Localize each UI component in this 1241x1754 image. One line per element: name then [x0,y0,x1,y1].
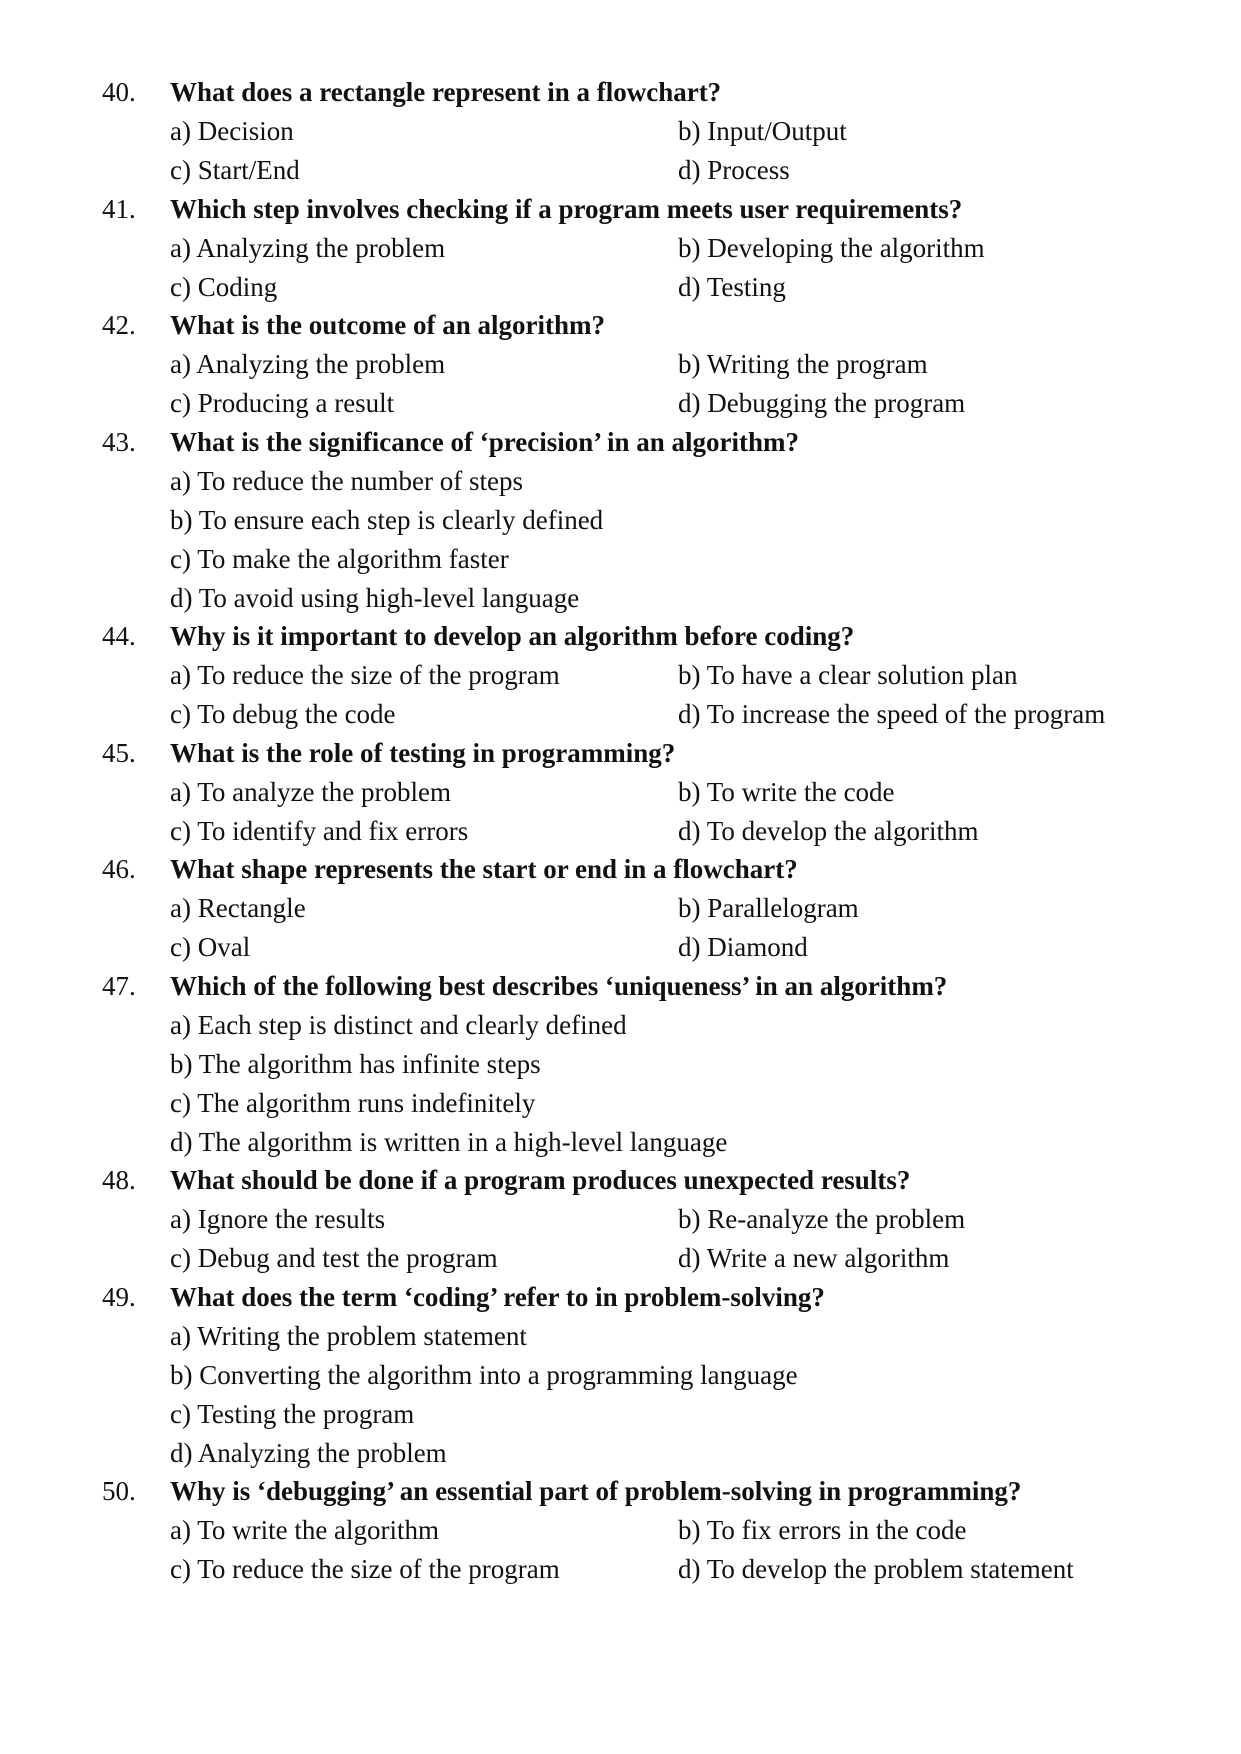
options-row [0,1200,1241,1239]
question-number: 47. [102,971,136,1001]
option-d: d) Write a new algorithm [678,1243,950,1273]
question-number: 50. [102,1476,136,1506]
question-text: What shape represents the start or end in a flowchart? [170,854,798,884]
option-d: d) To avoid using high-level language [170,583,580,613]
question-block [0,423,1241,618]
question-text: Which step involves checking if a program meets user requirements? [170,194,963,224]
options-row [0,656,1241,695]
option-d: d) Testing [678,272,786,302]
options-row [0,151,1241,190]
options-row [0,229,1241,268]
question-text: What does a rectangle represent in a flowchart? [170,77,722,107]
option-a: a) To analyze the problem [170,777,451,807]
question-number: 43. [102,427,136,457]
options-row [0,1395,1241,1434]
option-a: a) Ignore the results [170,1204,386,1234]
options-row [0,1511,1241,1550]
option-d: d) The algorithm is written in a high-level language [170,1127,728,1157]
option-b: b) To have a clear solution plan [678,660,1018,690]
option-b: b) Re-analyze the problem [678,1204,966,1234]
option-a: a) Decision [170,116,294,146]
question-number: 40. [102,77,136,107]
option-a: a) Analyzing the problem [170,349,446,379]
options-row [0,384,1241,423]
question-line [0,306,1241,345]
options-row [0,1045,1241,1084]
options-row [0,1356,1241,1395]
option-c: c) Producing a result [170,388,395,418]
question-number: 44. [102,621,136,651]
options-row [0,1084,1241,1123]
options-row [0,773,1241,812]
question-line [0,617,1241,656]
option-c: c) Testing the program [170,1399,415,1429]
options-row [0,1123,1241,1162]
options-row [0,345,1241,384]
options-row [0,812,1241,851]
question-text: Why is it important to develop an algorithm before coding? [170,621,855,651]
question-number: 42. [102,310,136,340]
options-row [0,462,1241,501]
question-block [0,73,1241,190]
question-text: What does the term ‘coding’ refer to in problem-solving? [170,1282,825,1312]
option-c: c) Coding [170,272,278,302]
question-number: 46. [102,854,136,884]
option-d: d) Diamond [678,932,808,962]
question-line [0,967,1241,1006]
option-d: d) To develop the algorithm [678,816,979,846]
question-line [0,190,1241,229]
options-row [0,1006,1241,1045]
question-line [0,73,1241,112]
question-line [0,734,1241,773]
option-d: d) To increase the speed of the program [678,699,1106,729]
question-number: 41. [102,194,136,224]
options-row [0,889,1241,928]
option-c: c) Debug and test the program [170,1243,498,1273]
option-b: b) Converting the algorithm into a programming language [170,1360,798,1390]
options-row [0,695,1241,734]
option-b: b) Writing the program [678,349,928,379]
question-line [0,1472,1241,1511]
question-number: 48. [102,1165,136,1195]
option-a: a) Rectangle [170,893,306,923]
option-b: b) Parallelogram [678,893,859,923]
question-text: Which of the following best describes ‘uniqueness’ in an algorithm? [170,971,948,1001]
question-block [0,1472,1241,1589]
options-row [0,540,1241,579]
option-a: a) To reduce the size of the program [170,660,560,690]
option-c: c) Start/End [170,155,300,185]
option-c: c) To identify and fix errors [170,816,469,846]
option-c: c) Oval [170,932,251,962]
options-row [0,579,1241,618]
options-row [0,928,1241,967]
question-block [0,967,1241,1162]
option-a: a) To reduce the number of steps [170,466,523,496]
option-b: b) To fix errors in the code [678,1515,967,1545]
question-text: What is the role of testing in programming? [170,738,676,768]
question-block [0,1278,1241,1473]
question-text: What is the outcome of an algorithm? [170,310,605,340]
question-line [0,423,1241,462]
option-d: d) To develop the problem statement [678,1554,1074,1584]
question-line [0,1161,1241,1200]
options-row [0,112,1241,151]
option-c: c) To make the algorithm faster [170,544,509,574]
option-b: b) To ensure each step is clearly defined [170,505,604,535]
question-number: 45. [102,738,136,768]
option-a: a) Writing the problem statement [170,1321,527,1351]
option-b: b) Input/Output [678,116,847,146]
question-block [0,850,1241,967]
question-block [0,734,1241,851]
option-a: a) Analyzing the problem [170,233,446,263]
question-block [0,1161,1241,1278]
option-b: b) The algorithm has infinite steps [170,1049,541,1079]
option-d: d) Debugging the program [678,388,966,418]
option-a: a) Each step is distinct and clearly defined [170,1010,627,1040]
option-d: d) Process [678,155,790,185]
option-d: d) Analyzing the problem [170,1438,447,1468]
options-row [0,1239,1241,1278]
question-block [0,190,1241,307]
question-text: Why is ‘debugging’ an essential part of problem-solving in programming? [170,1476,1022,1506]
options-row [0,268,1241,307]
question-text: What is the significance of ‘precision’ in an algorithm? [170,427,799,457]
question-line [0,1278,1241,1317]
option-c: c) To debug the code [170,699,396,729]
question-line [0,850,1241,889]
question-block [0,617,1241,734]
options-row [0,1434,1241,1473]
option-c: c) The algorithm runs indefinitely [170,1088,536,1118]
options-row [0,501,1241,540]
options-row [0,1317,1241,1356]
question-number: 49. [102,1282,136,1312]
option-b: b) To write the code [678,777,895,807]
option-a: a) To write the algorithm [170,1515,440,1545]
option-b: b) Developing the algorithm [678,233,985,263]
question-block [0,306,1241,423]
options-row [0,1550,1241,1589]
option-c: c) To reduce the size of the program [170,1554,560,1584]
question-text: What should be done if a program produces unexpected results? [170,1165,911,1195]
